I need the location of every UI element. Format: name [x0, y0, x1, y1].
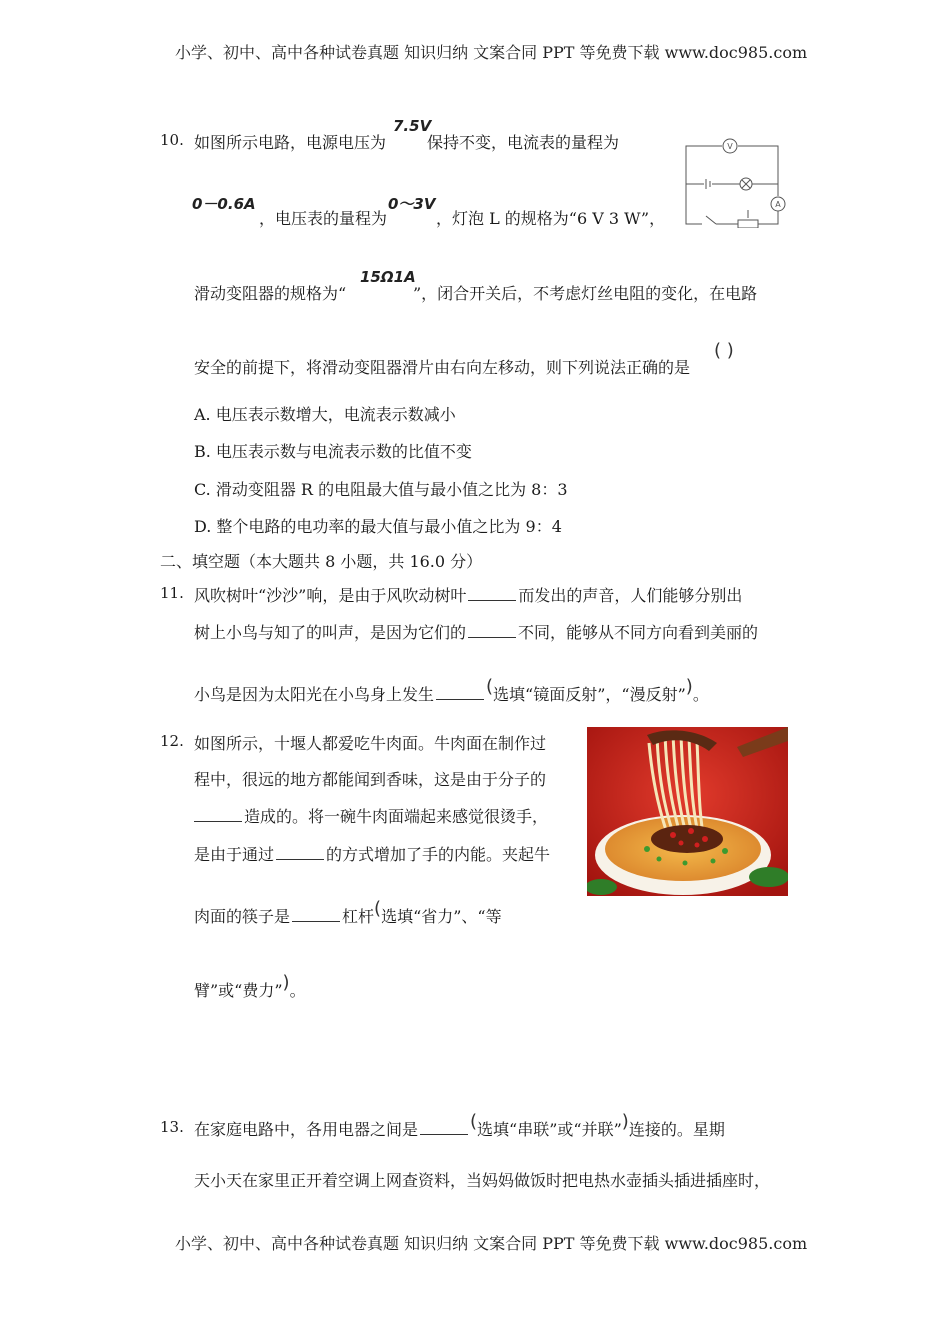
paren-close: )	[685, 676, 693, 697]
answer-blank[interactable]	[276, 858, 324, 860]
answer-blank[interactable]	[468, 636, 516, 638]
q11-text: 树上小鸟与知了的叫声，是因为它们的	[194, 623, 467, 642]
q10-option-b: B. 电压表示数与电流表示数的比值不变	[194, 442, 472, 461]
q11-text: 风吹树叶“沙沙”响，是由于风吹动树叶	[194, 586, 467, 605]
q13-line2: 天小天在家里正开着空调上网查资料，当妈妈做饭时把电热水壶插头插进插座时，	[194, 1171, 771, 1190]
answer-blank[interactable]	[468, 599, 516, 601]
q11-line1	[194, 583, 742, 606]
rheostat-icon	[738, 220, 758, 228]
paren-open: (	[374, 898, 382, 919]
q12-line6	[194, 972, 306, 1001]
section-heading: 二、填空题（本大题共 8 小题，共 16.0 分）	[160, 552, 483, 571]
ammeter-label: A	[775, 200, 781, 209]
q10-line4: 安全的前提下，将滑动变阻器滑片由右向左移动，则下列说法正确的是	[194, 358, 691, 377]
switch-icon	[706, 216, 716, 224]
q13-line1	[194, 1111, 725, 1140]
q11-text: 不同，能够从不同方向看到美丽的	[518, 623, 759, 642]
q10-rheostat-formula: 15Ω1A	[360, 268, 416, 286]
q13-text: 在家庭电路中，各用电器之间是	[194, 1120, 419, 1139]
q10-line2a: ，电压表的量程为	[259, 209, 388, 228]
q10-line3a: 滑动变阻器的规格为“	[194, 284, 347, 303]
q10-option-a: A. 电压表示数增大，电流表示数减小	[194, 405, 456, 424]
q10-number: 10.	[160, 131, 184, 149]
page-header: 小学、初中、高中各种试卷真题 知识归纳 文案合同 PPT 等免费下载 www.doc985.com	[175, 43, 808, 62]
q12-text: 臂”或“费力”	[194, 981, 283, 1000]
q10-ammeter-range-formula: 0－0.6A	[192, 195, 256, 213]
q10-answer-paren: ( )	[714, 340, 734, 361]
q10-line1	[194, 130, 386, 153]
q12-line3	[194, 804, 548, 827]
q12-text: 肉面的筷子是	[194, 907, 291, 926]
q12-line1: 如图所示，十堰人都爱吃牛肉面。牛肉面在制作过	[194, 734, 547, 753]
answer-blank[interactable]	[194, 820, 242, 822]
q10-circuit-diagram	[682, 136, 792, 228]
q11-text: 。	[692, 685, 709, 704]
q11-number: 11.	[160, 584, 184, 602]
q11-text: 选填“镜面反射”，“漫反射”	[493, 685, 686, 704]
q11-text: 小鸟是因为太阳光在小鸟身上发生	[194, 685, 435, 704]
answer-blank[interactable]	[420, 1133, 468, 1135]
q13-number: 13.	[160, 1118, 184, 1136]
q12-line4	[194, 842, 550, 865]
q12-text: 。	[289, 981, 306, 1000]
beef-noodle-photo	[587, 727, 788, 896]
paren-close: )	[621, 1111, 629, 1132]
answer-blank[interactable]	[436, 698, 484, 700]
paren-close: )	[282, 972, 290, 993]
q10-option-c: C. 滑动变阻器 R 的电阻最大值与最小值之比为 8：3	[194, 480, 568, 499]
answer-blank[interactable]	[292, 920, 340, 922]
page-footer: 小学、初中、高中各种试卷真题 知识归纳 文案合同 PPT 等免费下载 www.doc985.com	[175, 1234, 808, 1253]
voltmeter-label: V	[727, 142, 733, 151]
q12-text: 选填“省力”、“等	[381, 907, 502, 926]
q10-text: 如图所示电路，电源电压为	[194, 133, 387, 152]
q12-line2: 程中，很远的地方都能闻到香味，这是由于分子的	[194, 770, 547, 789]
paren-open: (	[486, 676, 494, 697]
q11-line3	[194, 676, 709, 705]
q12-number: 12.	[160, 732, 184, 750]
q10-voltage-formula: 7.5V	[393, 117, 432, 135]
q13-text: 连接的。星期	[628, 1120, 725, 1139]
q13-text: 选填“串联”或“并联”	[477, 1120, 622, 1139]
q12-line5	[194, 898, 502, 927]
q10-option-d: D. 整个电路的电功率的最大值与最小值之比为 9：4	[194, 517, 562, 536]
q12-text: 是由于通过	[194, 845, 275, 864]
q10-line2b: ，灯泡 L 的规格为“6 V 3 W”，	[436, 209, 666, 228]
q12-text: 杠杆	[342, 907, 375, 926]
paren-open: (	[470, 1111, 478, 1132]
q10-line1b: 保持不变，电流表的量程为	[427, 133, 620, 152]
q12-text: 造成的。将一碗牛肉面端起来感觉很烫手，	[244, 807, 549, 826]
q11-text: 而发出的声音，人们能够分别出	[518, 586, 743, 605]
q10-voltmeter-range-formula: 0～3V	[388, 195, 436, 213]
q11-line2	[194, 620, 758, 643]
q12-text: 的方式增加了手的内能。夹起牛	[326, 845, 551, 864]
q10-line3b: ”，闭合开关后，不考虑灯丝电阻的变化，在电路	[413, 284, 758, 303]
